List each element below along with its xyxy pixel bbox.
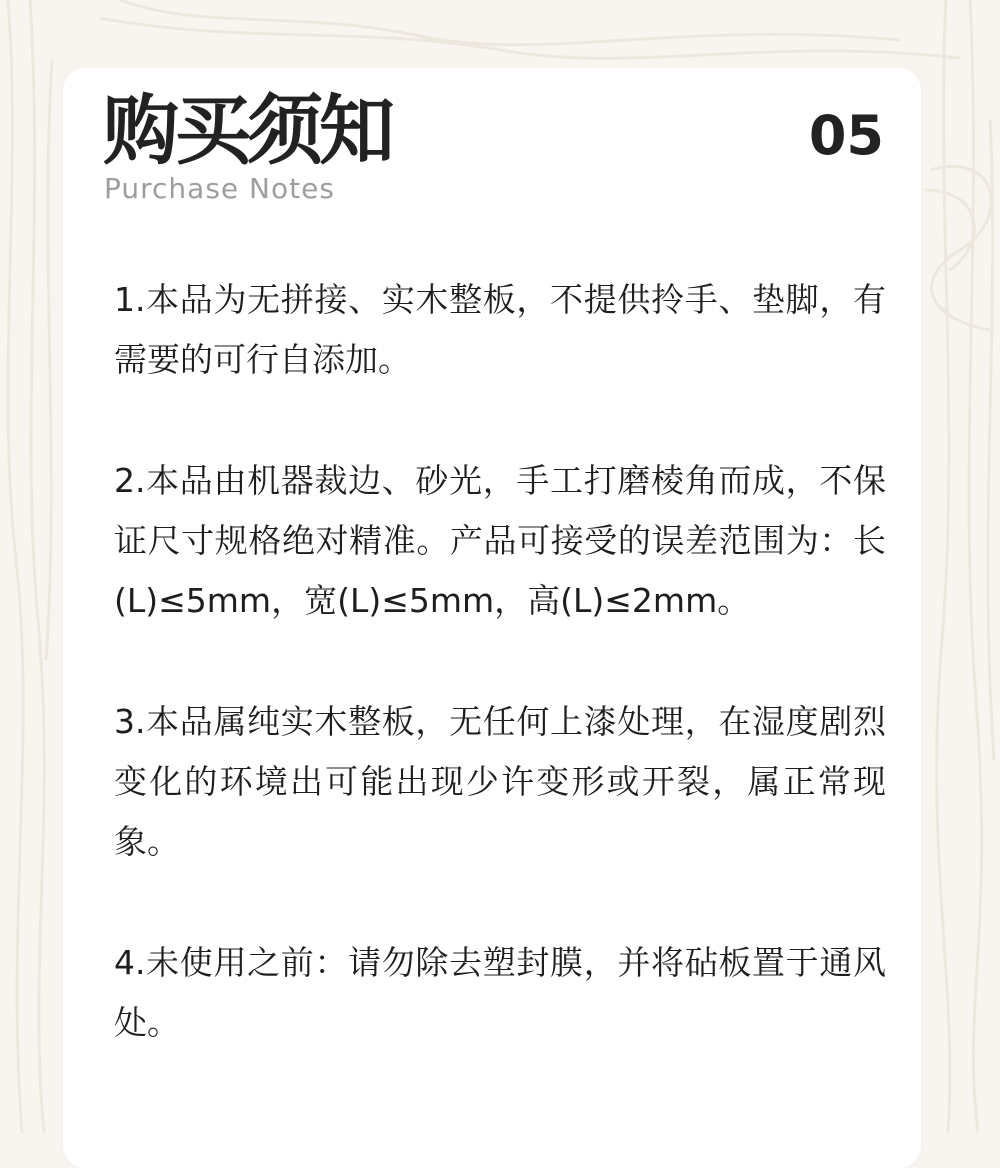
note-item-1: 1.本品为无拼接、实木整板，不提供拎手、垫脚，有需要的可行自添加。	[114, 280, 886, 379]
note-item-3: 3.本品属纯实木整板，无任何上漆处理，在湿度剧烈变化的环境出可能出现少许变形或开裂，属正常现象。	[114, 702, 886, 861]
notes-list	[114, 270, 886, 1114]
page-title: 购买须知	[103, 86, 391, 175]
note-item-2: 2.本品由机器裁边、砂光，手工打磨棱角而成，不保证尺寸规格绝对精准。产品可接受的误差范围为：长(L)≤5mm，宽(L)≤5mm，高(L)≤2mm。	[114, 461, 886, 620]
section-number: 05	[808, 104, 884, 167]
note-item-4: 4.未使用之前：请勿除去塑封膜，并将砧板置于通风处。	[114, 943, 886, 1042]
page-subtitle: Purchase Notes	[104, 172, 335, 205]
